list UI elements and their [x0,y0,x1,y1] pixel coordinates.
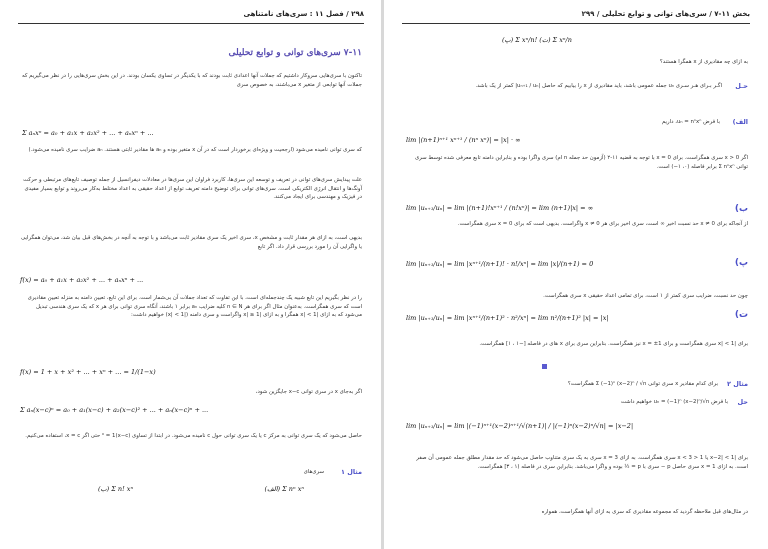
solution-2-label: حل [737,398,748,406]
left-para-4: بدیهی است، به ازای هر مقدار ثابت و مشخص x، سری اخیر یک سری مقادیر ثابت می‌باشد و با توجه به آنچه در بخش‌های قبل بیان شد، می‌توان همگرایی یا واگرایی آن را مورد بررسی قرار داد. اگر تابع [21,235,362,250]
function-series-equation: f(x) = a₀ + a₁x + a₂x² + ... + aₙxⁿ + ... [20,276,144,284]
left-para-1: تاکنون با سری‌هایی سروکار داشتیم که جملات آنها اعدادی ثابت بودند که با یکدیگر در تساوی یکسان بودند. در این بخش سری‌هایی را در نظر می‌گیریم که جملات آنها توابعی از متغیر x می‌باشند، به خصوص سری [21,73,362,88]
centered-series-equation: Σ aₙ(x−c)ⁿ = a₀ + a₁(x−c) + a₂(x−c)² + ... + aₙ(x−c)ⁿ + ... [20,406,209,414]
example-2-text: برای کدام مقادیر x سری توانی Σ (−1)ⁿ (x−2)ⁿ / √n همگراست؟ [567,381,718,387]
right-header-title: بخش ۱۱-۷ / سری‌های توانی و توابع تحلیلی / ۲۹۹ [581,10,750,18]
left-page [8,8,374,549]
left-para-6: اگر به‌جای x در سری توانی x−c جایگزین شود، [255,389,362,395]
question-text: به ازای چه مقادیری از x همگرا هستند؟ [659,59,748,65]
section-title: ۷-۱۱ سری‌های توانی و توابع تحلیلی [228,48,362,58]
part-p-label: پ) [734,258,748,268]
solution-2-text: با فرض uₙ = (−1)ⁿ (x−2)ⁿ/√n خواهیم داشت [620,399,728,405]
example-2-label: مثال ۲ [727,380,748,388]
closing-text: در مثال‌های قبل ملاحظه گردید که مجموعه مقادیری که سری به ازای آنها همگراست، همواره [541,509,748,515]
left-para-7: حاصل می‌شود که یک سری توانی به مرکز c یا یک سری توانی حول c نامیده می‌شود. در ابتدا از تساوی (x−c)⁰ = 1 حتی اگر x = c، استفاده می‌کنیم. [25,433,362,439]
left-header-title: ۲۹۸ / فصل ۱۱ : سری‌های نامتناهی [243,10,364,18]
part-t-label: ت) [734,310,748,320]
part-p-explanation: چون حد نسبت، ضرایب سری کمتر از ۱ است، برای تمامی اعداد حقیقی x سری همگراست. [543,293,748,299]
right-header-rule [402,23,750,24]
part-t-explanation: برای |x| < 1 سری همگراست و برای x = ±1 نیز همگراست. بنابراین سری برای x های در فاصله [−۱ ، ۱] همگراست. [479,341,748,347]
right-page-header [402,10,750,24]
example-2-limit: lim |uₙ₊₁/uₙ| = lim |(−1)ⁿ⁺¹(x−2)ⁿ⁺¹/√(n+1)| / |(−1)ⁿ(x−2)ⁿ/√n| = |x−2| [406,422,634,430]
left-para-2: که سری توانی نامیده می‌شود (ارجحیت و ویژه‌ای برخوردار است که در آن x متغیر بوده و aₙ ها مقادیر ثابتی هستند. aₙ ضرایب سری نامیده می‌شود.) [28,147,362,153]
part-t-limit: lim |uₙ₊₁/uₙ| = lim |xⁿ⁺¹/(n+1)² · n²/xⁿ| = lim n²/(n+1)² |x| = |x| [406,314,609,322]
solution-text: اگـر بـرای هـر سـری uₙ جمله عمومی باشد، باید مقادیری از x را بیابیم که حاصل |uₙ₊₁ / uₙ| کمتر از یک باشد. [475,83,722,89]
left-para-3: علت پیدایش سری‌های توانی در تعریف و توسعه این سری‌ها، کاربرد فراوان این سری‌ها در معادلات دیفرانسیل از جمله توصیف تابع‌های مرتبطی و حرکت آونگ‌ها و انتقال انرژی الکتریکی است. سری‌های توانی برای توضیح دامنه تعریف توابع از اعداد حقیقی به اعداد مختلط به‌کار می‌روند و توابع بسیار مفیدی در فیزیک و مهندسی برای ایجاد می‌کنند. [23,177,362,201]
left-para-5: را در نظر بگیریم این تابع شبیه یک چندجمله‌ای است، با این تفاوت که تعداد جملات آن بی‌شمار است. برای این تابع، تعیین دامنه به منزله تعیین مقادیری است که سری همگراست. به‌عنوان مثال اگر برای هر n ∈ N کلیه ضرایب aₙ برابر ۱ باشند، آنگاه سری توانی برای هر x که یک سری هندسی تبدیل می‌شود که به ازای |x| < 1 همگرا و به ازای |x| ≥ 1 واگراست و سری دامنه (|x| < 1) خواهیم داشت: [27,295,362,319]
part-a-limit: lim |(n+1)ⁿ⁺¹ xⁿ⁺¹ / (nⁿ xⁿ)| = |x| · ∞ [406,136,521,144]
power-series-equation: Σ aₙxⁿ = a₀ + a₁x + a₂x² + ... + aₙxⁿ + ... [22,129,154,137]
part-a-explanation: اگر x > 0 سری همگراست. برای x = 0 با توجه به قضیه ۱۱-۲ (آزمون حد جمله n ام) سری واگرا بوده و بنابراین دامنه تابع معرفی شده توسط سری توانی Σ nⁿxⁿ برابر فاصله (۰، ۱−) است. [414,155,748,170]
right-page [392,8,760,549]
series-parts-p-t: (پ) Σ xⁿ/n! (ت) Σ xⁿ/n [502,36,572,44]
solution-label: حـل [735,82,748,90]
part-b-explanation: از آنجاکه برای x ≠ 0 حد نسبت اخیر ∞ است، سری اخیر برای هر x ≠ 0 واگراست. بدیهی است که برای x = 0 سری همگراست. [457,221,748,227]
part-p-limit: lim |uₙ₊₁/uₙ| = lim |xⁿ⁺¹/(n+1)! · n!/xⁿ| = lim |x|/(n+1) = 0 [406,260,594,268]
left-header-rule [18,23,364,24]
part-b-label: ب) [734,204,748,214]
geometric-series-equation: f(x) = 1 + x + x² + ... + xⁿ + ... = 1/(1−x) [20,368,156,376]
page-gutter [381,0,384,549]
part-a-label: الف) [732,118,748,126]
example-1-part-b: (ب) Σ n! xⁿ [98,485,134,493]
part-b-limit: lim |uₙ₊₁/uₙ| = lim |(n+1)!xⁿ⁺¹ / (n!xⁿ)| = lim (n+1)|x| = ∞ [406,204,594,212]
example-1-label: مثال ۱ [341,468,362,476]
example-2-explanation: برای |x−2| < 1 یا 1 < x < 3 سری همگراست. به ازای x = 3 سری به یک سری متناوب حاصل می‌شود که حد مقدار مطلق جمله عمومی آن صفر است. به ازای x = 1 سری حاصل p − سری با p = ½ بوده و واگرا می‌باشد. بنابراین سری در فاصله (۱ ، ۳] همگراست. [416,455,748,470]
end-of-proof-icon [542,364,547,369]
part-a-text: با فرض uₙ = nⁿxⁿ، داریم [661,119,720,125]
example-1-text: سری‌های [303,469,324,475]
left-page-header [18,10,364,24]
example-1-part-a: (الف) Σ nⁿ xⁿ [264,485,304,493]
